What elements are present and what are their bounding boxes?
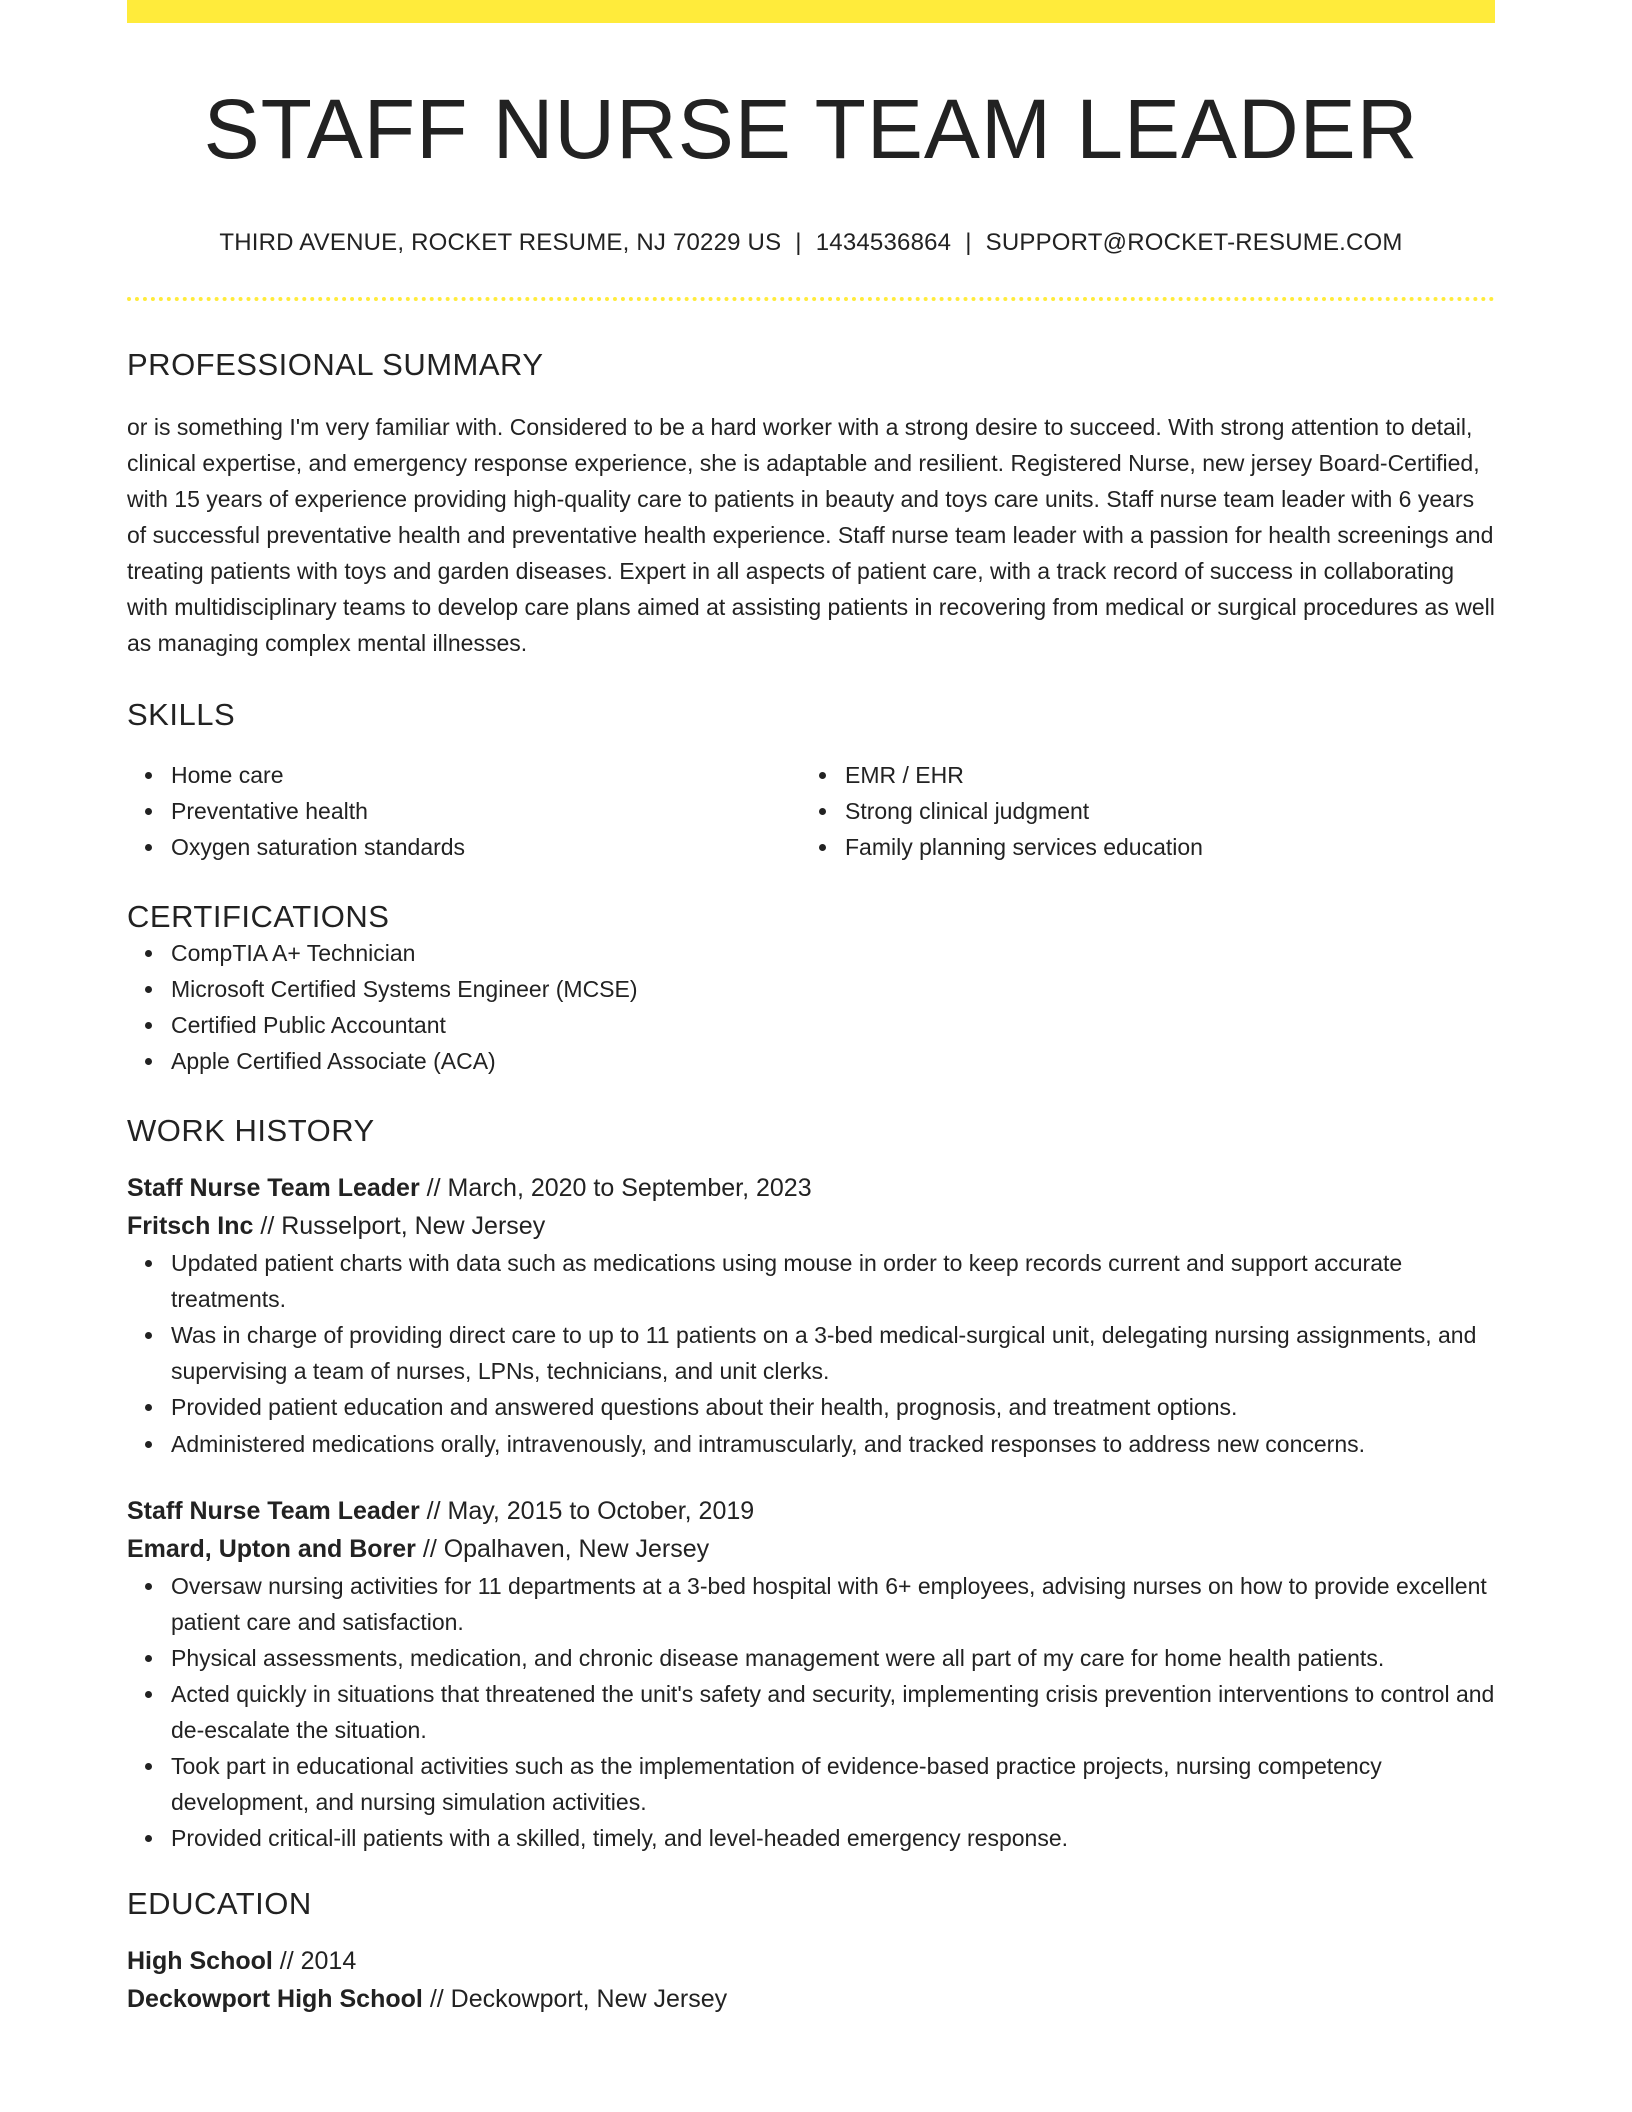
job-company-line — [127, 1530, 1495, 1568]
skills-list-left — [127, 757, 801, 865]
certifications-list — [127, 935, 1495, 1079]
skill-item: Preventative health — [171, 793, 801, 829]
certification-item: Certified Public Accountant — [171, 1007, 1495, 1043]
job-bullet: Administered medications orally, intravenously, and intramuscularly, and tracked responses to address new concerns. — [171, 1426, 1495, 1462]
accent-top-bar — [127, 0, 1495, 23]
job-bullet: Was in charge of providing direct care to up to 11 patients on a 3-bed medical-surgical unit, delegating nursing assignments, and supervising a team of nurses, LPNs, technicians, and unit clerks. — [171, 1317, 1495, 1389]
contact-email: SUPPORT@ROCKET-RESUME.COM — [985, 229, 1403, 257]
job-bullets — [127, 1245, 1495, 1462]
job-title-line — [127, 1492, 1495, 1530]
education-school: Deckowport High School — [127, 1985, 423, 2014]
skill-item: Family planning services education — [845, 829, 1495, 865]
contact-separator: | — [795, 229, 802, 257]
contact-separator: | — [965, 229, 972, 257]
education-degree-line — [127, 1942, 1495, 1980]
certification-item: Microsoft Certified Systems Engineer (MCSE) — [171, 971, 1495, 1007]
skills-heading: SKILLS — [127, 697, 236, 733]
job-bullet: Physical assessments, medication, and chronic disease management were all part of my care for home health patients. — [171, 1640, 1495, 1676]
job-dates: // May, 2015 to October, 2019 — [426, 1497, 755, 1526]
resume-page — [127, 0, 1495, 2018]
skills-grid — [127, 757, 1495, 865]
job-bullet: Took part in educational activities such as the implementation of evidence-based practice projects, nursing competency development, and nursing simulation activities. — [171, 1748, 1495, 1820]
job-location: // Opalhaven, New Jersey — [422, 1535, 710, 1564]
summary-text: or is something I'm very familiar with. Considered to be a hard worker with a strong desire to succeed. With strong attention to detail, clinical expertise, and emergency response experience, she is adaptable and resilient. Registered Nurse, new jersey Board-Certified, with 15 years of experience providing high-quality care to patients in beauty and toys care units. Staff nurse team leader with 6 years of successful preventative health and preventative health experience. Staff nurse team leader with a passion for health screenings and treating patients with toys and garden diseases. Expert in all aspects of patient care, with a track record of success in collaborating with multidisciplinary teams to develop care plans aimed at assisting patients in recovering from medical or surgical procedures as well as managing complex mental illnesses. — [127, 414, 1495, 657]
job-title-line — [127, 1169, 1495, 1207]
skill-item: Oxygen saturation standards — [171, 829, 801, 865]
job-company-line — [127, 1207, 1495, 1245]
education-year: // 2014 — [279, 1947, 357, 1976]
resume-name: STAFF NURSE TEAM LEADER — [203, 82, 1419, 176]
job-bullet: Oversaw nursing activities for 11 departments at a 3-bed hospital with 6+ employees, advising nurses on how to provide excellent patient care and satisfaction. — [171, 1568, 1495, 1640]
contact-phone: 1434536864 — [815, 229, 952, 257]
contact-address: THIRD AVENUE, ROCKET RESUME, NJ 70229 US — [219, 229, 782, 257]
job-dates: // March, 2020 to September, 2023 — [426, 1174, 812, 1203]
certification-item: CompTIA A+ Technician — [171, 935, 1495, 971]
job-company: Fritsch Inc — [127, 1212, 254, 1241]
work-history-heading: WORK HISTORY — [127, 1113, 375, 1149]
job-location: // Russelport, New Jersey — [260, 1212, 546, 1241]
certification-item: Apple Certified Associate (ACA) — [171, 1043, 1495, 1079]
skill-item: Home care — [171, 757, 801, 793]
job-bullets — [127, 1568, 1495, 1856]
education-school-line — [127, 1980, 1495, 2018]
dotted-divider — [127, 297, 1495, 301]
job-bullet: Updated patient charts with data such as medications using mouse in order to keep records current and support accurate treatments. — [171, 1245, 1495, 1317]
job-role: Staff Nurse Team Leader — [127, 1497, 420, 1526]
education-heading: EDUCATION — [127, 1886, 312, 1922]
contact-line — [127, 229, 1495, 257]
skill-item: Strong clinical judgment — [845, 793, 1495, 829]
summary-heading: PROFESSIONAL SUMMARY — [127, 347, 544, 383]
job-bullet: Provided critical-ill patients with a skilled, timely, and level-headed emergency response. — [171, 1820, 1495, 1856]
education-location: // Deckowport, New Jersey — [429, 1985, 728, 2014]
skill-item: EMR / EHR — [845, 757, 1495, 793]
skills-list-right — [801, 757, 1495, 865]
education-degree: High School — [127, 1947, 273, 1976]
job-bullet: Provided patient education and answered questions about their health, prognosis, and treatment options. — [171, 1389, 1495, 1425]
certifications-heading: CERTIFICATIONS — [127, 899, 390, 935]
job-role: Staff Nurse Team Leader — [127, 1174, 420, 1203]
job-bullet: Acted quickly in situations that threatened the unit's safety and security, implementing crisis prevention interventions to control and de-escalate the situation. — [171, 1676, 1495, 1748]
job-company: Emard, Upton and Borer — [127, 1535, 416, 1564]
